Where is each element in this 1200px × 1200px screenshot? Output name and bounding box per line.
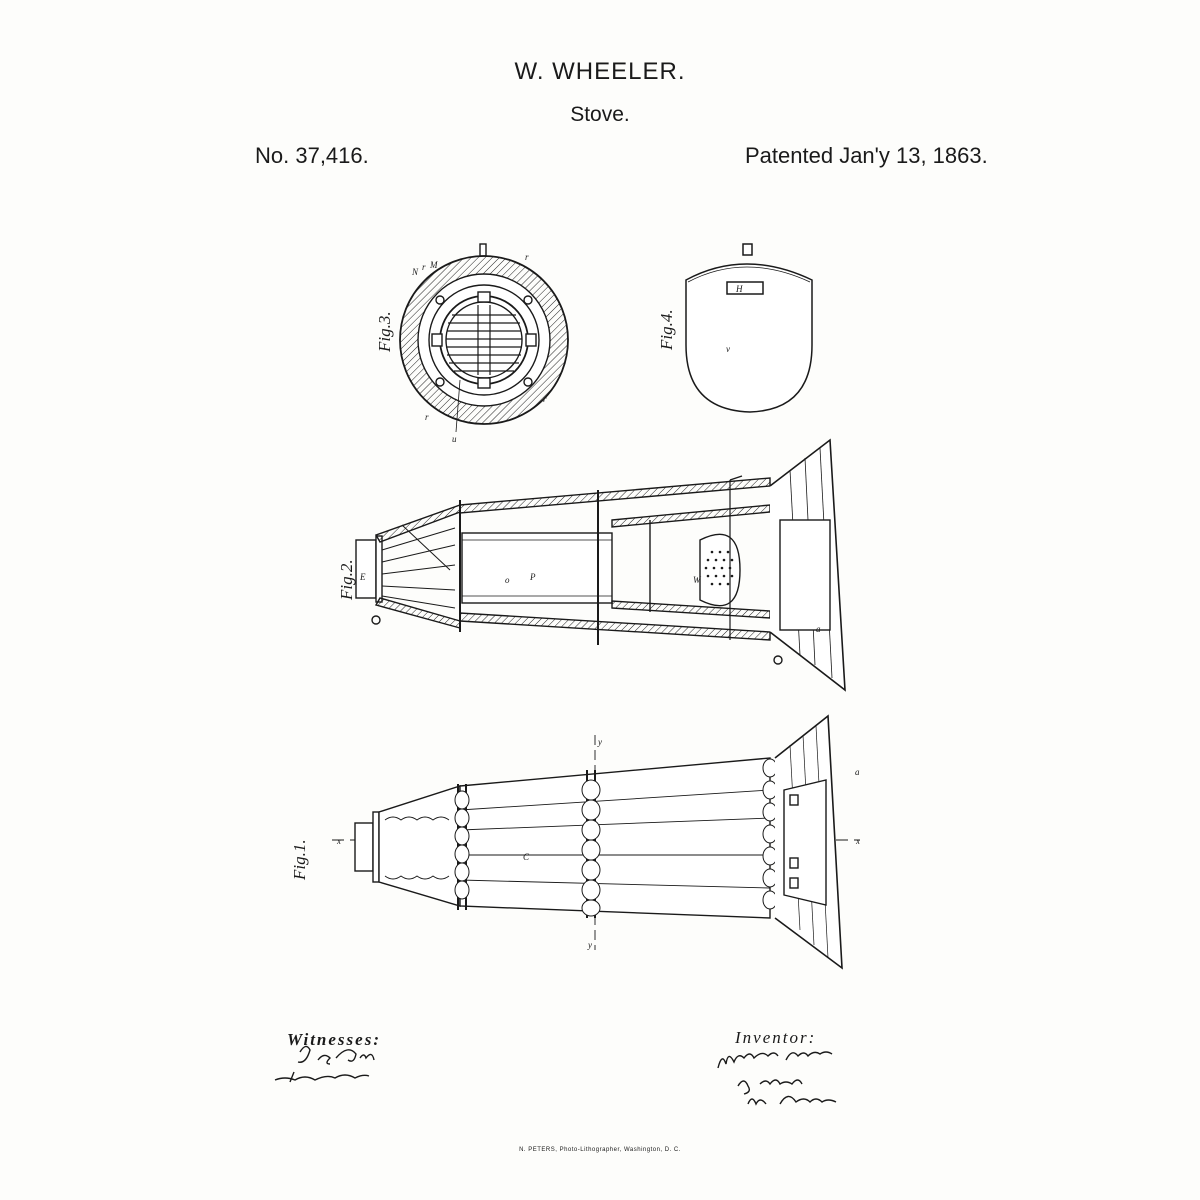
fig1-letter-c: C — [523, 852, 530, 862]
fig1-letter-y-top: y — [598, 737, 602, 747]
fig1-letter-y-bottom: y — [588, 940, 592, 950]
fig4-label: Fig.4. — [657, 309, 676, 350]
printer-credit: N. PETERS, Photo-Lithographer, Washington, D. C. — [519, 1147, 681, 1153]
fig4-letter-h: H — [736, 284, 743, 294]
fig3-letter-r: r — [422, 262, 426, 272]
witnesses-label: Witnesses: — [287, 1030, 381, 1049]
patent-subject: Stove. — [570, 103, 630, 126]
fig3-letter-u: u — [452, 434, 457, 444]
fig1-letter-a: a — [855, 767, 860, 777]
fig2-letter-e: E — [360, 572, 366, 582]
figure-4-drawing — [686, 244, 812, 412]
fig1-letter-x-left: x — [337, 836, 341, 846]
figure-1-drawing — [332, 716, 860, 968]
inventor-name: W. WHEELER. — [514, 58, 686, 85]
inventor-signature — [718, 1052, 836, 1104]
fig3-letter-r3: r — [425, 412, 429, 422]
patent-number: No. 37,416. — [255, 143, 369, 168]
fig1-letter-x-right: x — [856, 836, 860, 846]
witness-signatures — [275, 1046, 374, 1082]
patent-date: Patented Jan'y 13, 1863. — [745, 143, 988, 168]
fig1-label: Fig.1. — [290, 839, 309, 880]
fig4-letter-v: v — [726, 344, 730, 354]
inventor-label: Inventor: — [735, 1028, 817, 1047]
fig3-label: Fig.3. — [375, 311, 394, 352]
fig3-letter-r2: r — [525, 252, 529, 262]
fig3-letter-n: N — [412, 267, 419, 277]
fig2-letter-w: W — [693, 575, 701, 585]
fig2-letter-a: a — [816, 624, 821, 634]
fig3-letter-r4: r — [543, 394, 547, 404]
figure-2-drawing — [356, 440, 845, 690]
fig2-letter-o: o — [505, 575, 510, 585]
fig3-letter-m: M — [430, 260, 438, 270]
fig2-label: Fig.2. — [337, 559, 356, 600]
fig2-letter-p: P — [530, 572, 536, 582]
